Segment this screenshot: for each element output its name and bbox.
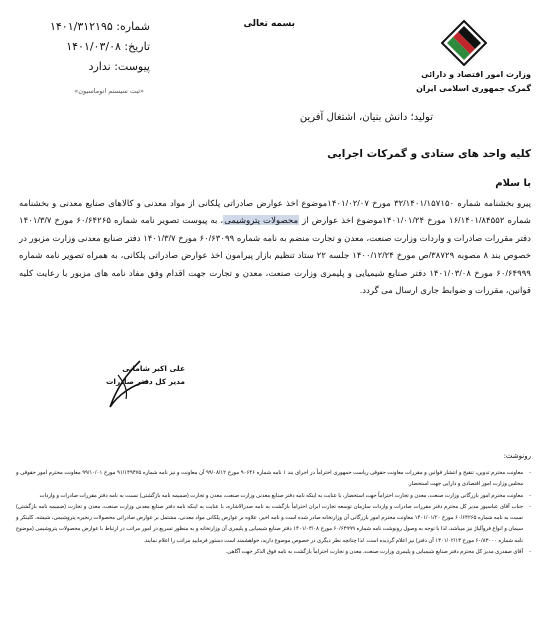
- cc-item: - معاونت محترم امور بازرگانی وزارت صنعت، معدن و تجارت احتراماً جهت استحضار، با عنایت به اینکه نامه دفتر صنایع معدنی وزارت صنعت، معدن و تجارت (ضمیمه نامه بازگشتی) نسبت به نامه دفتر مقررات صادرات و واردات: [16, 491, 531, 502]
- date-value: ۱۴۰۱/۰۳/۰۸: [66, 40, 121, 53]
- signatory: [75, 362, 185, 388]
- org-ministry-name: وزارت امور اقتصاد و دارائی: [421, 70, 531, 79]
- letter-number: [20, 20, 150, 33]
- cc-item: - جناب آقای عباسپور مدیر کل محترم دفتر مقررات صادرات و واردات سازمان توسعه تجارت ایران احتراماً بازگشت به نامه صدرالاشاره، با عنایت به اینکه نامه دفتر صنایع معدنی وزارت صنعت، معدن و تجارت (ضمیمه نامه بازگشتی) نسبت به نامه شماره ۶۰/۶۴۲۶۵ مورخ ۱۴۰۱/۰۱/۲۰ معاونت محترم امور بازرگانی آن وزارتخانه صادر شده است و نامه اخیر، علاوه بر عوارض پلکانی مواد معدنی، مشتمل بر عوارض صادراتی محصولات زنجیره پتروشیمی، شیشه، کلینکر و سیمان و انواع فروآلیاژ نیز میباشد، لذا با توجه به وصول رونوشت نامه شماره ۶۰/۶۴۹۹۹ مورخ ۱۴۰۱/۰۳/۰۸ دفتر صنایع شیمیایی و پلیمری آن وزارتخانه و به منظور تسریع در امور مراتب در ارتباط با عوارض محصولات پتروشیمی (موضوع نامه شماره ۶۰/۸۳۰۰۰ مورخ ۱۴۰۱/۰۲/۱۳ آن دفتر) نیز اعلام گردیده است. لذا چنانچه نظر دیگری در خصوص موضوع دارید، خواهشمند است دستور فرمایید مراتب را اعلام نمایند.: [16, 502, 531, 547]
- body-part-2: ، به پیوست تصویر نامه شماره ۶۰/۶۴۲۶۵ مورخ ۱۴۰۱/۳/۷ دفتر مقررات صادرات و واردات وزارت صنعت، معدن و تجارت منضم به نامه شماره ۶۰/۶۳۰۹۹ مورخ ۱۴۰۱/۳/۷ دفتر صنایع معدنی وزارت مزبور در خصوص بند ۸ مصوبه ۳۸۷۲۹/ص مورخ ۱۴۰۰/۱۲/۲۴ جلسه ۲۲ ستاد تنظیم بازار پیرامون اخذ عوارض صادراتی پلکانی، به همراه تصویر نامه شماره ۶۰/۶۴۹۹۹ مورخ ۱۴۰۱/۰۳/۰۸ دفتر صنایع شیمیایی و پلیمری وزارت صنعت، معدن و تجارت جهت اقدام وفق مفاد نامه های مزبور با رعایت کلیه قوانین، مقررات و ضوابط جاری ارسال می گردد.: [19, 215, 531, 296]
- signatory-title: مدیر کل دفتر صادرات: [105, 377, 185, 386]
- org-customs-name: گمرک جمهوری اسلامی ایران: [416, 84, 531, 93]
- body-part-1: پیرو بخشنامه شماره ۳۲/۱۴۰۱/۱۵۷۱۵۰ مورخ ۱۴۰۱/۰۲/۰۷موضوع اخذ عوارض صادراتی پلکانی از مواد معدنی و کالاهای صنایع معدنی و بخشنامه شماره ۱۶/۱۴۰۱/۸۴۵۵۲ مورخ ۱۴۰۱/۰۱/۲۴موضوع اخذ عوارض از: [19, 198, 531, 226]
- customs-logo-icon: [441, 20, 487, 66]
- cc-list: [16, 468, 531, 558]
- cc-item: - آقای صفدری مدیر کل محترم دفتر صنایع شیمیایی و پلیمری وزارت صنعت، معدن و تجارت احتراماً بازگشت به نامه فوق الذکر جهت آگاهی.: [16, 547, 531, 558]
- slogan: تولید؛ دانش بنیان، اشتغال آفرین: [299, 112, 433, 123]
- letter-attachment: [20, 60, 150, 73]
- number-value: ۱۴۰۱/۳۱۲۱۹۵: [49, 20, 113, 33]
- signatory-name: علی اکبر شامانی: [122, 364, 185, 373]
- highlighted-text: محصولات پتروشیمی: [224, 215, 299, 226]
- attachment-value: ندارد: [88, 60, 111, 73]
- number-label: شماره:: [116, 20, 150, 33]
- bismillah-heading: بسمه تعالی: [243, 19, 295, 29]
- date-label: تاریخ:: [124, 40, 150, 53]
- attachment-label: پیوست:: [114, 60, 150, 73]
- automation-note: «ثبت سیستم اتوماسیون»: [74, 87, 144, 95]
- cc-item: - معاونت محترم تدوین، تنقیح و انتشار قوانین و مقررات معاونت حقوقی ریاست جمهوری احتراماً در اجرای بند ۱ نامه شماره ۹۰۶۴۶ مورخ ۹۹/۰۸/۱۲ آن معاونت و نیز نامه شماره ۹۱/۱۴۹۴۷۵ مورخ ۹۹/۱۰/۰۱ معاونت محترم امور حقوقی و مجلس وزارت امور اقتصادی و دارایی جهت استحضار.: [16, 468, 531, 491]
- cc-title: رونوشت:: [503, 452, 531, 460]
- greeting: با سلام: [495, 178, 531, 189]
- addressee: کلیه واحد های ستادی و گمرکات اجرایی: [327, 148, 531, 160]
- letter-date: [20, 40, 150, 53]
- letter-body: [19, 195, 531, 299]
